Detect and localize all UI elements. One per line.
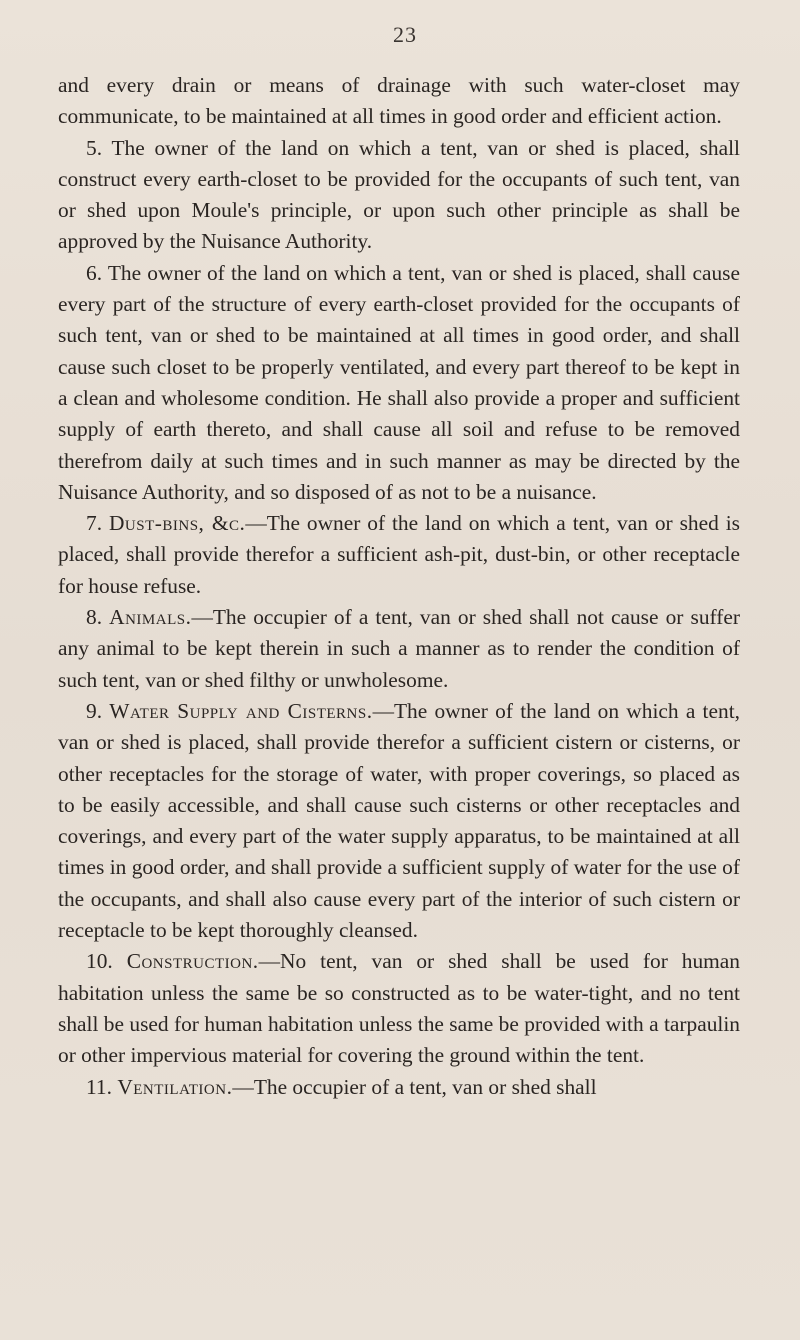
paragraph-number: 5. [86,135,103,160]
body-text [58,70,740,1103]
paragraph-text: —The owner of the land on which a tent, van or shed is placed, shall provide therefor a sufficient ash-pit, dust-bin, or other receptacle for house refuse. [58,511,740,598]
paragraph-text: —The occupier of a tent, van or shed shall [232,1074,597,1099]
paragraph-text: —The occupier of a tent, van or shed shall not cause or suffer any animal to be kept therein in such a manner as to render the condition of such tent, van or shed filthy or unwholesome. [58,605,740,692]
paragraph-6 [58,258,740,508]
paragraph-7 [58,508,740,602]
paragraph-number: 11. [86,1074,112,1099]
paragraph-heading: Dust-bins, &c. [108,511,246,536]
paragraph-number: 8. [86,605,103,630]
paragraph-8 [58,602,740,696]
paragraph-text: —The owner of the land on which a tent, van or shed is placed, shall provide therefor a sufficient cistern or cisterns, or other receptacles for the storage of water, with proper coverings, so placed as to be easily accessible, and shall cause such cisterns or other receptacles and coverings, and every part of the water supply apparatus, to be maintained at all times in good order, and shall provide a sufficient supply of water for the use of the occupants, and shall also cause every part of the interior of such cistern or receptacle to be kept thoroughly cleansed. [58,698,740,943]
paragraph-heading: Animals. [109,605,192,630]
paragraph-text: The owner of the land on which a tent, van or shed is placed, shall construct every earth-closet to be provided for the occupants of such tent, van or shed upon Moule's principle, or upon such other principle as shall be approved by the Nuisance Authority. [58,135,740,254]
paragraph-text: —No tent, van or shed shall be used for human habitation unless the same be so constructed as to be water-tight, and no tent shall be used for human habitation unless the same be provided with a tarpaulin or other impervious material for covering the ground within the tent. [58,949,740,1068]
paragraph-10 [58,946,740,1071]
paragraph-9 [58,696,740,946]
paragraph-11 [58,1072,740,1103]
paragraph-heading: Ventilation. [117,1074,233,1099]
page-number: 23 [393,22,417,47]
paragraph-number: 10. [86,949,113,974]
paragraph-number: 7. [86,511,103,536]
paragraph-5 [58,133,740,258]
paragraph-continuation [58,70,740,133]
paragraph-text: The owner of the land on which a tent, van or shed is placed, shall cause every part of the structure of every earth-closet provided for the occupants of such tent, van or shed to be maintained at all times in good order, and shall cause such closet to be properly ventilated, and every part thereof to be kept in a clean and wholesome condition. He shall also provide a proper and sufficient supply of earth thereto, and shall cause all soil and refuse to be removed therefrom daily at such times and in such manner as may be directed by the Nuisance Authority, and so disposed of as not to be a nuisance. [58,260,740,504]
paragraph-number: 6. [86,260,103,285]
paragraph-text: and every drain or means of drainage with such water-closet may communicate, to be maintained at all times in good order and efficient action. [58,73,740,129]
paragraph-heading: Construction. [126,949,259,974]
paragraph-heading: Water Supply and Cisterns. [109,698,373,723]
paragraph-number: 9. [86,698,103,723]
